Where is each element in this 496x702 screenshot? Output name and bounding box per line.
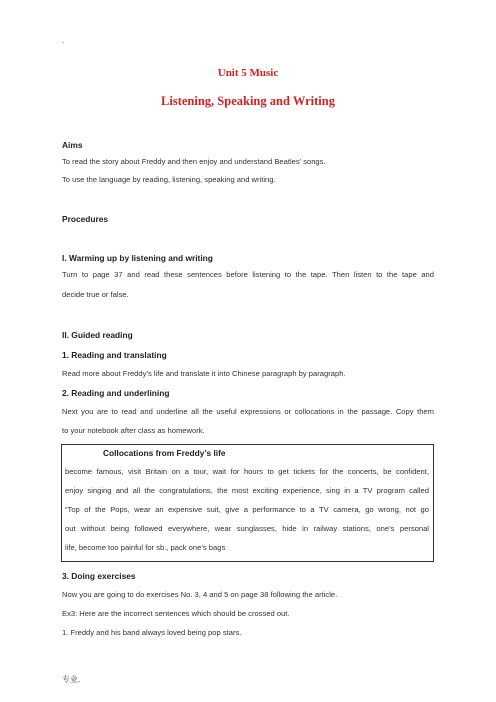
subsection-heading-reading-underlining: 2. Reading and underlining	[62, 388, 170, 398]
subsection-heading-doing-exercises: 3. Doing exercises	[62, 571, 136, 581]
collocations-line: life, become too painful for sb., pack one’s bags	[65, 543, 226, 552]
collocations-line: become famous, visit Britain on a tour, wait for hours to get tickets for the concerts, be confident,	[65, 467, 429, 476]
subsection-heading-reading-translating: 1. Reading and translating	[62, 350, 167, 360]
unit-title: Unit 5 Music	[217, 67, 279, 79]
section-heading-guided-reading: II. Guided reading	[62, 330, 133, 340]
subsection-text: Next you are to read and underline all the useful expressions or collocations in the passage. Copy them	[62, 407, 434, 416]
section-heading-warming-up: I. Warming up by listening and writing	[62, 253, 213, 263]
page-footer: 专业.	[62, 675, 80, 684]
procedures-heading: Procedures	[62, 214, 109, 224]
collocations-heading: Collocations from Freddy’s life	[103, 448, 226, 458]
exercise-item: 1. Freddy and his band always loved being pop stars.	[62, 628, 242, 637]
section-text: Turn to page 37 and read these sentences before listening to the tape. Then listen to the tape and	[62, 270, 434, 279]
subsection-text: to your notebook after class as homework.	[62, 426, 205, 435]
exercise-text: Ex3: Here are the incorrect sentences which should be crossed out.	[62, 609, 290, 618]
exercise-text: Now you are going to do exercises No. 3, 4 and 5 on page 38 following the article.	[62, 590, 338, 599]
section-text: decide true or false.	[62, 290, 129, 299]
collocations-line: “Top of the Pops, wear an expensive suit, give a performance to a TV camera, go wrong, not go	[65, 505, 429, 514]
subsection-text: Read more about Freddy’s life and translate it into Chinese paragraph by paragraph.	[62, 369, 346, 378]
lesson-subtitle: Listening, Speaking and Writing	[161, 94, 335, 108]
aims-heading: Aims	[62, 140, 83, 150]
aims-line: To use the language by reading, listening, speaking and writing.	[62, 175, 276, 184]
aims-line: To read the story about Freddy and then enjoy and understand Beatles’ songs.	[62, 157, 326, 166]
header-mark: .	[62, 36, 65, 45]
collocations-line: out without being followed everywhere, wear sunglasses, hide in railway stations, one’s personal	[65, 524, 429, 533]
collocations-line: enjoy singing and all the congratulations, the most exciting experience, sing in a TV program called	[65, 486, 429, 495]
